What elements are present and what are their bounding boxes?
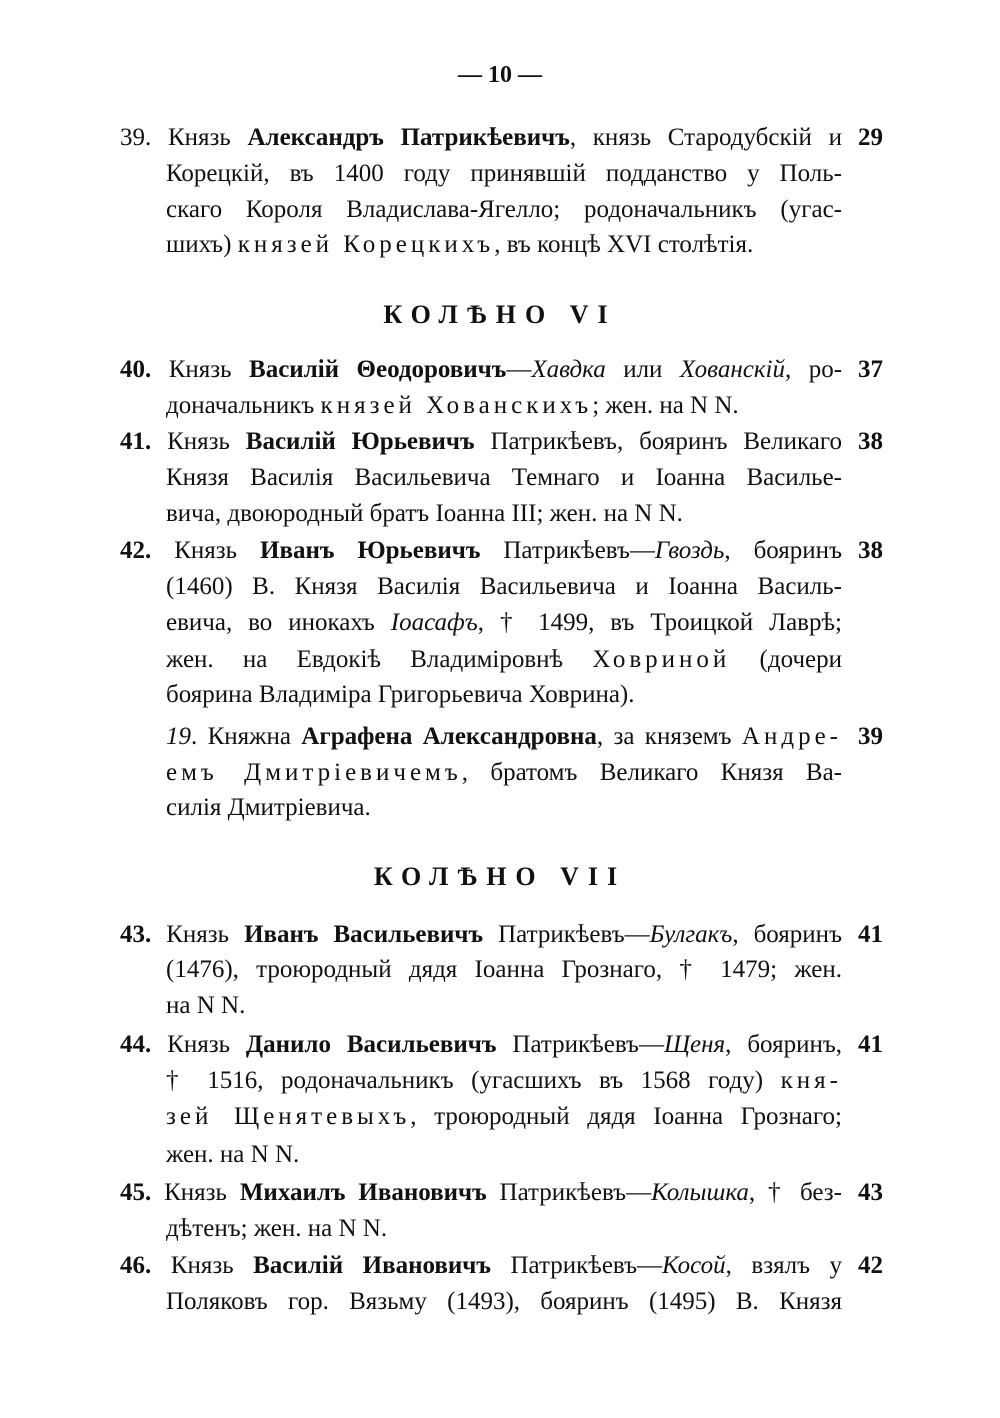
text: , за княземъ <box>596 723 742 750</box>
entry-line <box>166 461 842 495</box>
text: Патрикѣевъ— <box>480 537 655 564</box>
text: (дочери <box>730 646 842 673</box>
name-bold: Данило Васильевичъ <box>245 1031 497 1058</box>
section-heading-vi: КОЛѢНО VI <box>383 300 617 329</box>
parent-reference-number: 39 <box>858 723 883 750</box>
text: † 1516, родоначальникъ (угасшихъ въ 1568 году) <box>166 1067 781 1094</box>
text: , † 1499, въ Троицкой Лаврѣ; <box>477 609 842 636</box>
parent-reference-number: 43 <box>858 1179 883 1206</box>
entry-line <box>166 953 842 987</box>
name-bold: Иванъ Васильевичъ <box>244 921 484 948</box>
name-bold: Василій Ивановичъ <box>253 1252 491 1279</box>
nickname-italic: Колышка <box>651 1179 749 1206</box>
text: . Княжна <box>191 723 302 750</box>
nickname-italic: Гвоздь <box>654 537 725 564</box>
text: (1460) В. Князя Василія Васильевича и Іоанна Василь- <box>166 573 842 600</box>
section-heading-vii: КОЛѢНО VII <box>373 862 627 891</box>
parent-reference-number: 42 <box>858 1252 883 1279</box>
text: Князь <box>170 1252 254 1279</box>
name-bold: 42. <box>120 537 175 564</box>
text: , бояринъ <box>724 537 842 564</box>
entry-line <box>166 756 842 790</box>
text: , въ концѣ XVI столѣтія. <box>494 231 754 258</box>
text: на N N. <box>166 992 246 1019</box>
entry-line <box>120 534 842 568</box>
name-bold: Иванъ Юрьевичъ <box>260 537 481 564</box>
parent-reference-number: 37 <box>858 356 883 383</box>
entry-line <box>166 1138 842 1172</box>
text: Патрикѣевъ— <box>483 921 650 948</box>
text: вича, двоюродный братъ Іоанна III; жен. на N N. <box>166 500 683 527</box>
entry-line <box>166 157 842 191</box>
name-bold: 43. <box>120 921 167 948</box>
text: жен. на N N. <box>166 1141 300 1168</box>
page-number: — 10 — <box>458 62 542 88</box>
entry-line <box>120 1028 842 1062</box>
text: Князь <box>167 124 248 151</box>
name-bold: 44. <box>120 1031 168 1058</box>
nickname-italic: Іоасафъ <box>390 609 478 636</box>
text: , князь Стародубскій и <box>569 124 842 151</box>
entry-line <box>166 989 842 1023</box>
text: , братомъ Великаго Князя Ва- <box>461 759 842 786</box>
text: (1476), троюродный дядя Іоанна Грознаго, † 1479; жен. <box>166 956 842 983</box>
name-bold: Василій Θеодоровичъ <box>249 356 507 383</box>
text: Поляковъ гор. Вязьму (1493), бояринъ (1495) В. Князя <box>166 1288 842 1315</box>
text: Князь <box>164 1179 240 1206</box>
entry-line <box>166 1212 842 1246</box>
text: Князь <box>168 356 250 383</box>
entry-line <box>166 193 842 227</box>
text: ; жен. на N N. <box>592 392 739 419</box>
name-bold: Михаилъ Ивановичъ <box>239 1179 487 1206</box>
text: Патрикѣевъ, бояринъ Великаго <box>474 428 842 455</box>
text: , † без- <box>748 1179 842 1206</box>
name-bold: 40. <box>120 356 169 383</box>
entry-line <box>120 1176 842 1210</box>
text: скаго Короля Владислава-Ягелло; родоначальникъ (угас- <box>166 196 842 223</box>
parent-reference-number: 41 <box>858 1031 883 1058</box>
text: , ро- <box>784 356 842 383</box>
text: евича, во инокахъ <box>166 609 391 636</box>
text: , взялъ у <box>725 1252 842 1279</box>
entry-line <box>166 606 842 640</box>
nickname-italic: Хавдка <box>531 356 606 383</box>
parent-reference-number: 38 <box>858 537 883 564</box>
text: Патрикѣевъ— <box>486 1179 652 1206</box>
nickname-italic: Щеня <box>663 1031 726 1058</box>
text: Князь <box>166 921 245 948</box>
text: Корецкій, въ 1400 году принявшій подданство у Поль- <box>166 160 842 187</box>
text: или <box>605 356 680 383</box>
parent-reference-number: 38 <box>858 428 883 455</box>
entry-line <box>166 720 842 754</box>
entry-line <box>166 791 842 825</box>
text: , троюродный дядя Іоанна Грознаго; <box>410 1103 842 1130</box>
entry-line <box>166 678 842 712</box>
entry-line <box>120 918 842 952</box>
entry-line <box>120 425 842 459</box>
text: , бояринъ <box>732 921 842 948</box>
text: 39. <box>120 124 168 151</box>
text: Князь <box>167 1031 246 1058</box>
nickname-italic: Булгакъ <box>649 921 733 948</box>
entry-line <box>120 121 842 155</box>
spaced-text: зей Щенятевыхъ <box>166 1103 411 1130</box>
text: Князь <box>167 428 246 455</box>
text: боярина Владиміра Григорьевича Ховрина). <box>166 681 635 708</box>
name-bold: 41. <box>120 428 168 455</box>
entry-line <box>166 228 842 262</box>
name-bold: 45. <box>120 1179 165 1206</box>
spaced-text: кня- <box>780 1067 842 1094</box>
name-bold: Аграфена Александровна <box>301 723 597 750</box>
entry-line <box>166 497 842 531</box>
spaced-text: емъ Дмитріевичемъ <box>166 759 462 786</box>
text: Князь <box>174 537 261 564</box>
text: Князя Василія Васильевича Темнаго и Іоанна Василье- <box>166 464 842 491</box>
entry-line <box>166 643 842 677</box>
parent-reference-number: 29 <box>858 124 883 151</box>
text: силія Дмитріевича. <box>166 794 371 821</box>
text: Патрикѣевъ— <box>496 1031 664 1058</box>
text: жен. на Евдокіѣ Владиміровнѣ <box>166 646 593 673</box>
nickname-italic: Хованскій <box>679 356 785 383</box>
text: доначальникъ <box>166 392 321 419</box>
spaced-text: князей Корецкихъ <box>237 231 495 258</box>
text: Патрикѣевъ— <box>490 1252 663 1279</box>
name-bold: Александръ Патрикѣевичъ <box>247 124 570 151</box>
parent-reference-number: 41 <box>858 921 883 948</box>
text: — <box>506 356 532 383</box>
text: шихъ) <box>166 231 238 258</box>
entry-line <box>166 570 842 604</box>
nickname-italic: 19 <box>166 723 191 750</box>
text: дѣтенъ; жен. на N N. <box>166 1215 388 1242</box>
spaced-text: Ховриной <box>592 646 731 673</box>
spaced-text: князей Хованскихъ <box>320 392 593 419</box>
text: , бояринъ, <box>725 1031 842 1058</box>
entry-line <box>120 353 842 387</box>
entry-line <box>166 1100 842 1134</box>
entry-line <box>166 1064 842 1098</box>
spaced-text: Андре- <box>741 723 842 750</box>
nickname-italic: Косой <box>662 1252 726 1279</box>
entry-line <box>166 389 842 423</box>
name-bold: Василій Юрьевичъ <box>245 428 475 455</box>
entry-line <box>166 1285 842 1319</box>
entry-line <box>120 1249 842 1283</box>
name-bold: 46. <box>120 1252 171 1279</box>
